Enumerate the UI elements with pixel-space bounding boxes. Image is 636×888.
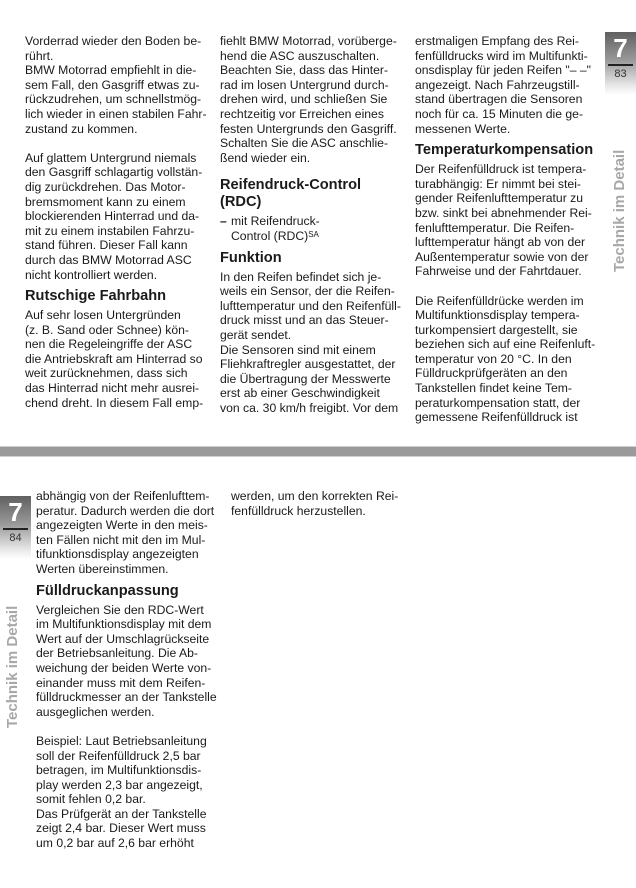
paragraph: Vorderrad wieder den Boden be- rührt. xyxy=(25,34,202,63)
page84-column-2 xyxy=(231,489,419,518)
bullet-text xyxy=(231,214,320,243)
page84-column-1 xyxy=(36,489,224,851)
paragraph: Die Reifenfülldrücke werden im Multifunktionsdisplay tempera- turkompensiert dargestellt, sie beziehen sich auf eine Reifenluft- temperatur von 20 °C. In den Fülldruckprüfgeräten an den Tankstellen findet keine Tem- peraturkompensation statt, der gemessene Reifenfülldruck ist xyxy=(415,293,596,425)
paragraph: Die Sensoren sind mit einem Fliehkraftregler ausgestattet, der die Übertragung der Messwerte erst ab einer Geschwindigkeit von ca. 30 km/h freigibt. Vor dem xyxy=(220,342,399,415)
page83-column-3 xyxy=(415,34,605,425)
paragraph: Das Prüfgerät an der Tankstelle zeigt 2,4 bar. Dieser Wert muss um 0,2 bar auf 2,6 bar erhöht xyxy=(36,806,207,851)
page83-column-2 xyxy=(220,34,408,415)
chapter-number: 7 xyxy=(8,497,23,527)
chapter-side-label: Technik im Detail xyxy=(611,149,628,272)
page-84 xyxy=(0,455,636,888)
paragraph: werden, um den korrekten Rei- fenfülldruck herzustellen. xyxy=(231,489,399,518)
equipment-bullet xyxy=(220,214,408,243)
chapter-number: 7 xyxy=(613,33,628,63)
paragraph: Der Reifenfülldruck ist tempera- turabhängig: Er nimmt bei stei- gender Reifenlufttemperatur zu bzw. sinkt bei abnehmender Rei- fenlufttemperatur. Die Reifen- lufttemperatur hängt ab von der Außentemperatur sowie von der Fahrweise und der Fahrtdauer. xyxy=(415,162,592,279)
bullet-lines: mit Reifendruck- Control (RDC) xyxy=(231,214,320,243)
paragraph: erstmaligen Empfang des Rei- fenfülldrucks wird im Multifunkti- onsdisplay für jeden Reifen "– –" angezeigt. Nach Fahrzeugstill- stand übertragen die Sensoren noch für ca. 15 Minuten die ge- messenen Werte. xyxy=(415,34,591,136)
page-number: 84 xyxy=(9,532,22,544)
section-heading-temperaturkompensation: Temperaturkompensation xyxy=(415,142,594,159)
tab-divider xyxy=(3,528,28,530)
chapter-tab xyxy=(605,32,636,95)
special-equipment-marker: SA xyxy=(308,229,319,239)
chapter-tab xyxy=(0,496,31,559)
paragraph: In den Reifen befindet sich je- weils ein Sensor, der die Reifen- lufttemperatur und den Reifenfüll- druck misst und an das Steuer- gerät sendet. xyxy=(220,269,401,342)
paragraph: BMW Motorrad empfiehlt in die- sem Fall, den Gasgriff etwas zu- rückzudrehen, um schnellstmög- lich wieder in einen stabilen Fahr- zustand zu kommen. xyxy=(25,63,207,136)
page-83 xyxy=(0,0,636,440)
section-heading-fuelldruckanpassung: Fülldruckanpassung xyxy=(36,582,179,599)
paragraph: Beispiel: Laut Betriebsanleitung soll der Reifenfülldruck 2,5 bar betragen, im Multifunktionsdis- play werden 2,3 bar angezeigt, somit fehlen 0,2 bar. xyxy=(36,733,207,807)
paragraph: Auf glattem Untergrund niemals den Gasgriff schlagartig vollstän- dig zurückdrehen. Das Motor- bremsmoment kann zu einem blockierenden Hinterrad und da- mit zu einem instabilen Fahrzu- stand führen. Dieser Fall kann durch das BMW Motorrad ASC nicht kontrolliert werden. xyxy=(25,150,203,282)
section-heading-funktion: Funktion xyxy=(220,249,282,266)
bullet-dash: – xyxy=(220,214,227,229)
chapter-side-label: Technik im Detail xyxy=(4,605,21,728)
page83-column-1 xyxy=(25,34,213,410)
tab-divider xyxy=(608,64,633,66)
section-heading-rdc: Reifendruck-Control (RDC) xyxy=(220,177,362,211)
section-heading-rutschige-fahrbahn: Rutschige Fahrbahn xyxy=(25,288,167,305)
paragraph: Vergleichen Sie den RDC-Wert im Multifunktionsdisplay mit dem Wert auf der Umschlagrückseite der Betriebsanleitung. Die Ab- weichung der beiden Werte von- einander muss mit dem Reifen- fülldruckmesser an der Tankstelle ausgeglichen werden. xyxy=(36,602,217,719)
paragraph: Auf sehr losen Untergründen (z. B. Sand oder Schnee) kön- nen die Regeleingriffe der ASC die Antriebskraft am Hinterrad so weit zurücknehmen, dass sich das Hinterrad nicht mehr ausrei- chend dreht. In diesem Fall emp- xyxy=(25,308,204,410)
page-number: 83 xyxy=(614,68,627,80)
paragraph: fiehlt BMW Motorrad, vorüberge- hend die ASC auszuschalten. Beachten Sie, dass das Hinter- rad im losen Untergrund durch- drehen wird, und schließen Sie rechtzeitig vor Erreichen eines festen Untergrunds den Gasgriff. Schalten Sie die ASC anschlie- ßend wieder ein. xyxy=(220,34,397,165)
paragraph: abhängig von der Reifenlufttem- peratur. Dadurch werden die dort angezeigten Werte in den meis- ten Fällen nicht mit den im Mul- tifunktionsdisplay angezeigten Werten übereinstimmen. xyxy=(36,489,215,576)
